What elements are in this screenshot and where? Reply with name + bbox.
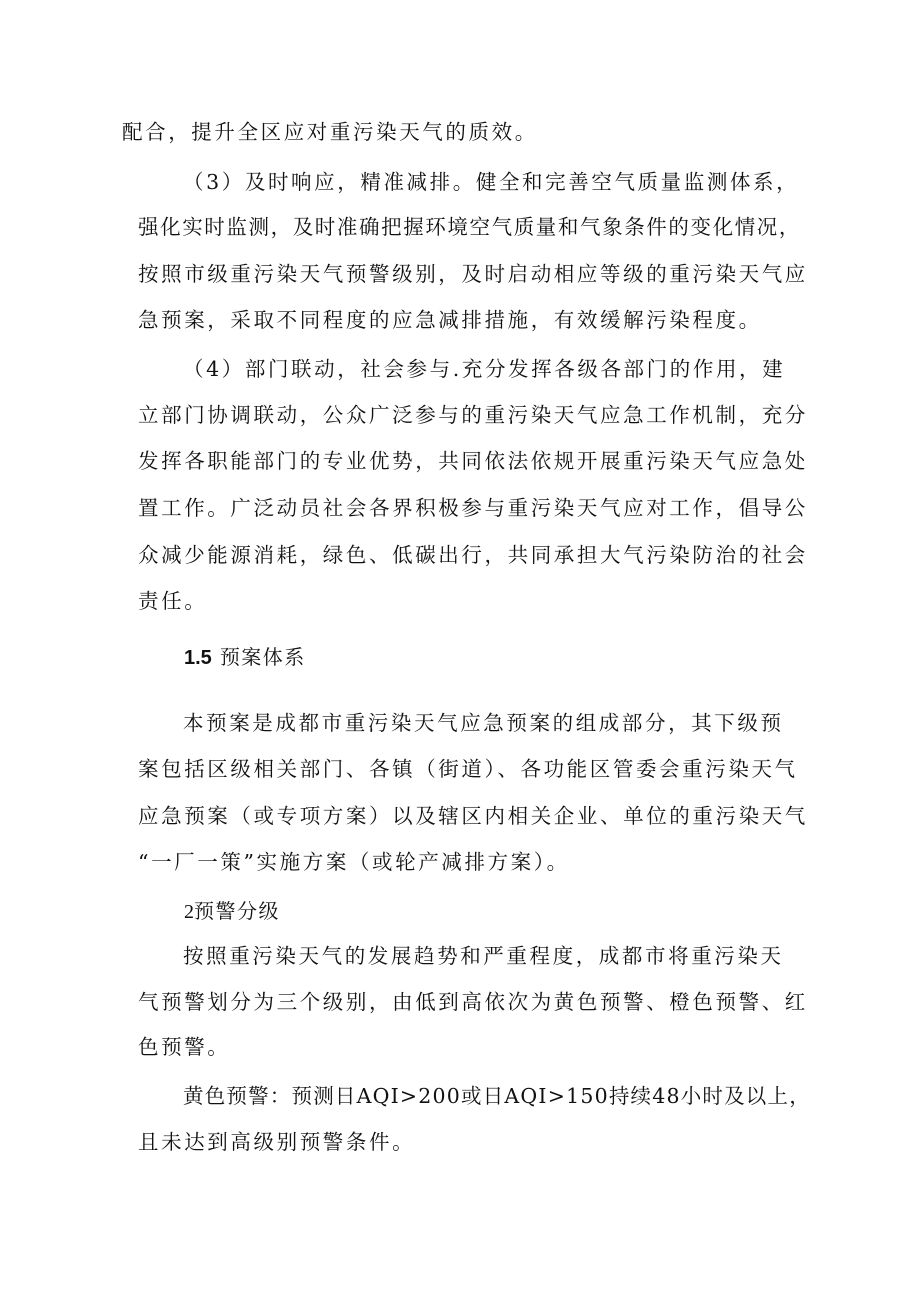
section-title: 预警分级 [194,899,280,923]
paragraph-3-line-4: 置工作。广泛动员社会各界积极参与重污染天气应对工作，倡导公 [138,496,808,520]
section-heading-2 [184,896,280,927]
paragraph-5-line-1: 按照重污染天气的发展趋势和严重程度，成都市将重污染天 [183,944,784,968]
paragraph-4-line-3: 应急预案（或专项方案）以及辖区内相关企业、单位的重污染天气 [138,804,808,828]
section-heading-1-5 [184,642,306,673]
section-number: 2 [184,901,194,923]
paragraph-3-line-5: 众减少能源消耗，绿色、低碳出行，共同承担大气污染防治的社会 [138,543,808,567]
paragraph-2-line-1: （3）及时响应，精准减排。健全和完善空气质量监测体系， [183,170,800,194]
paragraph-5-line-3: 色预警。 [138,1035,231,1059]
paragraph-6-line-1: 黄色预警：预测日AQI>200或日AQI>150持续48小时及以上， [183,1084,811,1108]
paragraph-4-line-1: 本预案是成都市重污染天气应急预案的组成部分，其下级预 [183,711,784,735]
paragraph-5-line-2: 气预警划分为三个级别，由低到高依次为黄色预警、橙色预警、红 [138,990,808,1014]
section-title: 预案体系 [219,645,306,669]
paragraph-2-line-4: 急预案，采取不同程度的应急减排措施，有效缓解污染程度。 [138,308,762,332]
paragraph-1-line-1: 配合，提升全区应对重污染天气的质效。 [122,120,538,144]
paragraph-3-line-3: 发挥各职能部门的专业优势，共同依法依规开展重污染天气应急处 [138,449,808,473]
paragraph-3-line-2: 立部门协调联动，公众广泛参与的重污染天气应急工作机制，充分 [138,403,808,427]
paragraph-2-line-3: 按照市级重污染天气预警级别，及时启动相应等级的重污染天气应 [138,262,808,286]
paragraph-6-line-2: 且未达到高级别预警条件。 [138,1130,416,1154]
paragraph-3-line-1: （4）部门联动，社会参与.充分发挥各级各部门的作用，建 [183,357,786,381]
section-number: 1.5 [184,647,212,669]
paragraph-4-line-2: 案包括区级相关部门、各镇（街道）、各功能区管委会重污染天气 [138,757,798,781]
paragraph-2-line-2: 强化实时监测，及时准确把握环境空气质量和气象条件的变化情况， [138,215,801,239]
paragraph-4-line-4: “一厂一策”实施方案（或轮产减排方案）。 [138,850,570,874]
paragraph-3-line-6: 责任。 [138,589,208,613]
